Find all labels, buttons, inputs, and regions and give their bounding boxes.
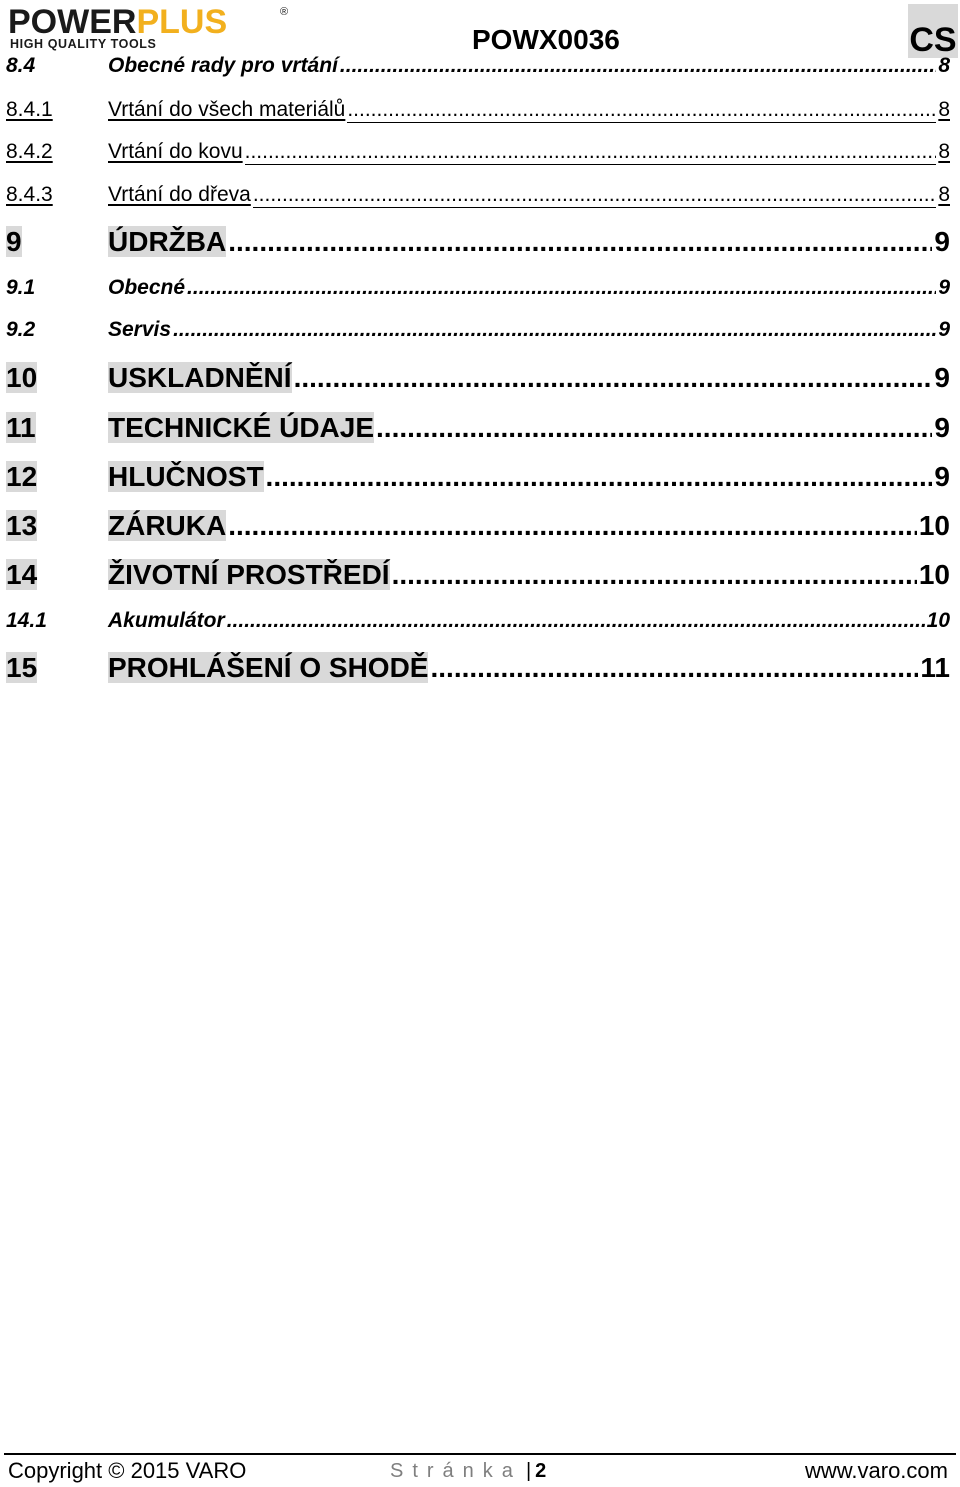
toc-dot-leader xyxy=(228,510,917,542)
toc-dot-leader xyxy=(294,362,933,394)
language-badge: CS xyxy=(908,4,958,58)
toc-entry[interactable] xyxy=(6,318,950,348)
toc-entry[interactable] xyxy=(6,276,950,306)
toc-entry-title: PROHLÁŠENÍ O SHODĚ xyxy=(108,652,429,683)
toc-entry-title: Akumulátor xyxy=(108,609,225,632)
toc-entry-page: 11 xyxy=(920,652,950,683)
toc-entry-number: 9.2 xyxy=(6,318,36,341)
toc-dot-leader xyxy=(173,318,936,342)
toc-entry-page: 9 xyxy=(934,461,950,492)
toc-entry-title: USKLADNĚNÍ xyxy=(108,362,292,393)
toc-dot-leader xyxy=(376,412,932,444)
toc-entry[interactable] xyxy=(6,461,950,501)
footer-divider xyxy=(4,1453,956,1455)
toc-entry-page: 10 xyxy=(918,510,950,541)
toc-dot-leader xyxy=(340,54,936,78)
toc-entry-number: 9.1 xyxy=(6,276,36,299)
toc-entry-number: 14.1 xyxy=(6,609,47,632)
toc-entry-title: ÚDRŽBA xyxy=(108,226,227,257)
toc-entry[interactable] xyxy=(6,609,950,639)
toc-entry-number: 8.4.3 xyxy=(6,183,53,206)
toc-entry-number: 8.4.2 xyxy=(6,140,53,163)
footer-separator: | xyxy=(525,1460,532,1482)
toc-dot-leader xyxy=(347,98,936,123)
toc-entry[interactable] xyxy=(6,183,950,213)
toc-entry[interactable] xyxy=(6,652,950,692)
toc-entry-page: 8 xyxy=(938,98,950,121)
toc-entry-number: 12 xyxy=(6,461,38,492)
toc-dot-leader xyxy=(430,652,918,684)
footer-page-number: 2 xyxy=(535,1460,547,1482)
toc-entry[interactable] xyxy=(6,559,950,599)
toc-entry-page: 8 xyxy=(938,183,950,206)
toc-entry-number: 11 xyxy=(6,412,36,443)
toc-dot-leader xyxy=(227,609,925,633)
powerplus-logo xyxy=(8,4,288,50)
toc-entry-title: HLUČNOST xyxy=(108,461,264,492)
toc-entry-number: 14 xyxy=(6,559,38,590)
toc-entry-title: ŽIVOTNÍ PROSTŘEDÍ xyxy=(108,559,390,590)
toc-entry-number: 10 xyxy=(6,362,38,393)
toc-entry-page: 10 xyxy=(926,609,950,632)
toc-entry-page: 9 xyxy=(938,276,950,299)
toc-entry-number: 8.4.1 xyxy=(6,98,53,121)
toc-entry-page: 9 xyxy=(934,412,950,443)
toc-entry-number: 9 xyxy=(6,226,22,257)
footer-page-indicator xyxy=(390,1460,546,1483)
toc-dot-leader xyxy=(187,276,936,300)
logo-registered-mark: ® xyxy=(280,6,289,18)
toc-entry-page: 8 xyxy=(938,54,950,77)
toc-entry[interactable] xyxy=(6,362,950,402)
toc-entry[interactable] xyxy=(6,54,950,84)
toc-dot-leader xyxy=(245,140,937,165)
footer-copyright: Copyright © 2015 VARO xyxy=(8,1458,247,1483)
model-number: POWX0036 xyxy=(472,24,620,55)
toc-entry-number: 8.4 xyxy=(6,54,36,77)
toc-dot-leader xyxy=(266,461,933,493)
toc-entry-title: Vrtání do kovu xyxy=(108,140,243,163)
toc-entry-title: TECHNICKÉ ÚDAJE xyxy=(108,412,375,443)
toc-entry[interactable] xyxy=(6,412,950,452)
toc-entry-page: 9 xyxy=(934,226,950,257)
toc-entry-title: ZÁRUKA xyxy=(108,510,227,541)
toc-entry[interactable] xyxy=(6,98,950,128)
toc-entry-page: 8 xyxy=(938,140,950,163)
footer-website: www.varo.com xyxy=(804,1458,948,1483)
toc-dot-leader xyxy=(228,226,932,258)
footer-page-word: Stránka xyxy=(390,1460,522,1482)
toc-entry-number: 13 xyxy=(6,510,38,541)
toc-dot-leader xyxy=(392,559,917,591)
toc-entry-page: 9 xyxy=(938,318,950,341)
toc-entry-page: 10 xyxy=(918,559,950,590)
toc-entry-title: Obecné xyxy=(108,276,186,299)
toc-entry-page: 9 xyxy=(934,362,950,393)
toc-entry-title: Obecné rady pro vrtání xyxy=(108,54,338,77)
toc-entry-title: Servis xyxy=(108,318,172,341)
toc-entry[interactable] xyxy=(6,140,950,170)
toc-entry-number: 15 xyxy=(6,652,38,683)
toc-entry-title: Vrtání do všech materiálů xyxy=(108,98,346,121)
toc-dot-leader xyxy=(253,183,937,208)
toc-entry-title: Vrtání do dřeva xyxy=(108,183,251,206)
logo-tagline: HIGH QUALITY TOOLS xyxy=(10,37,157,51)
logo-wordmark: POWERPLUS xyxy=(8,3,228,41)
toc-entry[interactable] xyxy=(6,226,950,266)
toc-entry[interactable] xyxy=(6,510,950,550)
